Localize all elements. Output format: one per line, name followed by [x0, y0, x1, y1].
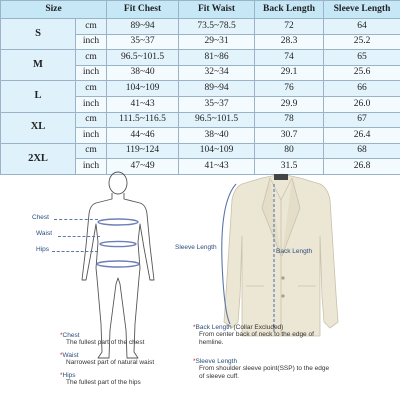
back-desc-title: Back Length	[195, 324, 232, 331]
unit-cell: inch	[76, 34, 107, 50]
table-row	[1, 143, 400, 159]
hips-leader	[52, 251, 98, 252]
back-desc-text-2: hemline.	[199, 338, 224, 346]
header-fit-chest: Fit Chest	[107, 1, 179, 19]
value-cell: 30.7	[255, 128, 324, 144]
hips-label: Hips	[36, 246, 50, 253]
value-cell: 31.5	[255, 159, 324, 175]
value-cell: 73.5~78.5	[179, 19, 255, 35]
value-cell: 96.5~101.5	[179, 112, 255, 128]
value-cell: 47~49	[107, 159, 179, 175]
unit-cell: inch	[76, 65, 107, 81]
hips-star: *	[60, 372, 63, 379]
value-cell: 89~94	[107, 19, 179, 35]
value-cell: 44~46	[107, 128, 179, 144]
value-cell: 25.6	[324, 65, 400, 81]
hips-description	[60, 372, 141, 387]
sleeve-desc-text-1: From shoulder sleeve point(SSP) to the edge	[199, 365, 330, 373]
value-cell: 64	[324, 19, 400, 35]
waist-star: *	[60, 352, 63, 359]
value-cell: 89~94	[179, 81, 255, 97]
unit-cell: inch	[76, 159, 107, 175]
value-cell: 119~124	[107, 143, 179, 159]
chest-leader	[54, 219, 98, 220]
size-label-cell: XL	[1, 112, 76, 143]
blazer-figure	[212, 172, 350, 344]
value-cell: 72	[255, 19, 324, 35]
measurement-guide	[0, 166, 400, 400]
sleeve-length-label: Sleeve Length	[175, 244, 217, 251]
value-cell: 96.5~101.5	[107, 50, 179, 66]
back-star: *	[193, 324, 196, 331]
value-cell: 81~86	[179, 50, 255, 66]
value-cell: 29.1	[255, 65, 324, 81]
sleeve-star: *	[193, 358, 196, 365]
waist-line	[100, 241, 136, 246]
value-cell: 38~40	[107, 65, 179, 81]
value-cell: 76	[255, 81, 324, 97]
table-row	[1, 81, 400, 97]
value-cell: 65	[324, 50, 400, 66]
waist-desc-text: Narrowest part of natural waist	[66, 359, 155, 367]
header-back-length: Back Length	[255, 1, 324, 19]
size-chart-table	[0, 0, 400, 175]
value-cell: 26.8	[324, 159, 400, 175]
unit-cell: inch	[76, 128, 107, 144]
waist-leader	[58, 236, 100, 237]
chest-desc-title: Chest	[62, 332, 80, 339]
value-cell: 111.5~116.5	[107, 112, 179, 128]
unit-cell: cm	[76, 143, 107, 159]
table-row	[1, 112, 400, 128]
value-cell: 68	[324, 143, 400, 159]
value-cell: 29~31	[179, 34, 255, 50]
back-desc-text-1: From center back of neck to the edge of	[199, 331, 314, 339]
unit-cell: cm	[76, 50, 107, 66]
hips-line	[97, 261, 139, 267]
value-cell: 80	[255, 143, 324, 159]
hips-desc-text: The fullest part of the hips	[66, 379, 141, 387]
size-label-cell: L	[1, 81, 76, 112]
back-desc-note: (Collar Excluded)	[233, 324, 284, 331]
value-cell: 26.4	[324, 128, 400, 144]
value-cell: 74	[255, 50, 324, 66]
value-cell: 78	[255, 112, 324, 128]
size-label-cell: M	[1, 50, 76, 81]
table-row	[1, 50, 400, 66]
value-cell: 104~109	[179, 143, 255, 159]
size-chart-header	[1, 1, 400, 19]
back-length-label: Back Length	[276, 248, 313, 255]
value-cell: 67	[324, 112, 400, 128]
unit-cell: cm	[76, 81, 107, 97]
waist-description	[60, 352, 154, 367]
size-label-cell: 2XL	[1, 143, 76, 174]
chest-desc-text: The fullest part of the chest	[66, 339, 145, 347]
value-cell: 66	[324, 81, 400, 97]
value-cell: 38~40	[179, 128, 255, 144]
chest-line	[98, 219, 138, 225]
sleeve-desc-title: Sleeve Length	[195, 358, 238, 365]
value-cell: 32~34	[179, 65, 255, 81]
chest-star: *	[60, 332, 63, 339]
value-cell: 26.0	[324, 96, 400, 112]
sleeve-length-description	[193, 358, 329, 380]
back-length-description	[193, 324, 314, 346]
value-cell: 35~37	[107, 34, 179, 50]
value-cell: 41~43	[179, 159, 255, 175]
hips-desc-title: Hips	[62, 372, 76, 379]
value-cell: 29.9	[255, 96, 324, 112]
unit-cell: cm	[76, 112, 107, 128]
value-cell: 41~43	[107, 96, 179, 112]
chest-label: Chest	[32, 214, 49, 221]
header-sleeve-length: Sleeve Length	[324, 1, 400, 19]
size-label-cell: S	[1, 19, 76, 50]
header-size: Size	[1, 1, 107, 19]
waist-label: Waist	[36, 230, 53, 237]
chest-description	[60, 332, 144, 347]
unit-cell: inch	[76, 96, 107, 112]
header-fit-waist: Fit Waist	[179, 1, 255, 19]
table-row	[1, 19, 400, 35]
value-cell: 28.3	[255, 34, 324, 50]
size-chart-body	[1, 19, 400, 175]
waist-desc-title: Waist	[62, 352, 79, 359]
unit-cell: cm	[76, 19, 107, 35]
value-cell: 25.2	[324, 34, 400, 50]
value-cell: 104~109	[107, 81, 179, 97]
sleeve-desc-text-2: of sleeve cuff.	[199, 372, 239, 380]
value-cell: 35~37	[179, 96, 255, 112]
